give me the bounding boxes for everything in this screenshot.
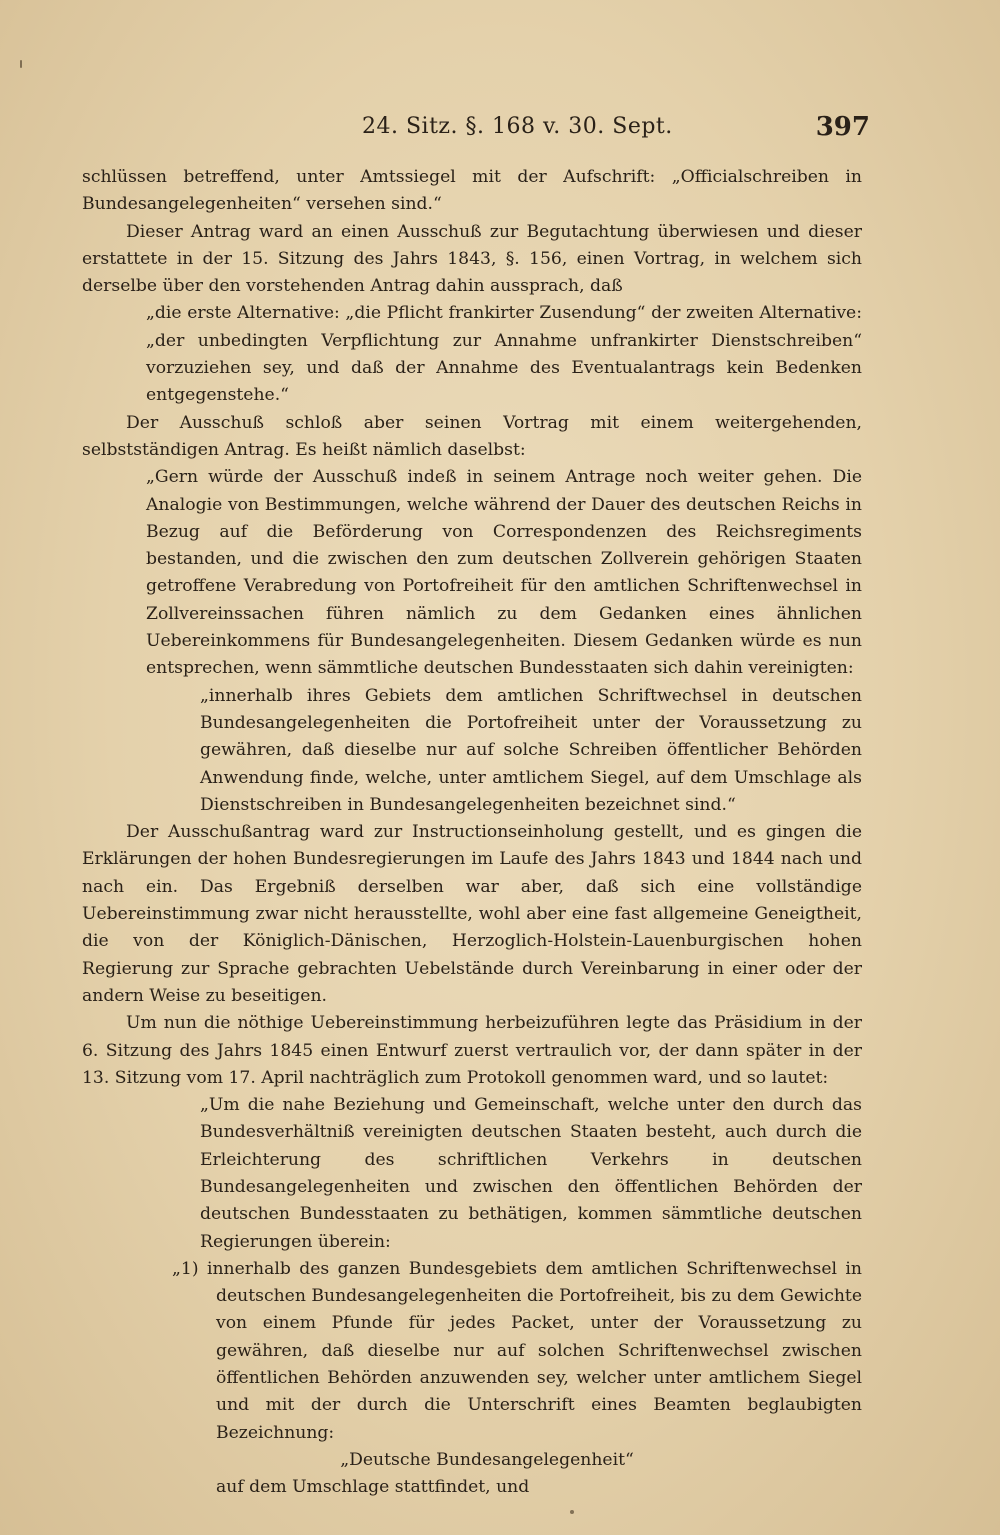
paragraph: Dieser Antrag ward an einen Ausschuß zur Begutachtung überwiesen und dieser erstattete in der 15. Sitzung des Jahrs 1843, §. 156, einen Vortrag, in welchem sich derselbe über den vorstehenden Antrag dahin aussprach, daß [82, 221, 862, 297]
quoted-paragraph: „Gern würde der Ausschuß indeß in seinem Antrage noch weiter gehen. Die Analogie von Bestimmungen, welche während der Dauer des deutschen Reichs in Bezug auf die Beförderung von Correspondenzen des Reichsregiments bestanden, und die zwischen den zum deutschen Zollverein gehörigen Staaten getroffene Verabredung von Portofreiheit für den amtlichen Schriftenwechsel in Zollvereinssachen führen nämlich zu dem Gedanken eines ähnlichen Uebereinkommens für Bundesangelegenheiten. Diesem Gedanken würde es nun entsprechen, wenn sämmtliche deutschen Bundesstaaten sich dahin vereinigten: [146, 467, 862, 679]
paragraph-tail: auf dem Umschlage stattfindet, und [216, 1477, 530, 1498]
paragraph: Der Ausschußantrag ward zur Instructionseinholung gestellt, und es gingen die Erklärungen der hohen Bundesregierungen im Laufe des Jahrs 1843 und 1844 nach und nach ein. Das Ergebniß derselben war aber, daß sich eine vollständige Uebereinstimmung zwar nicht herausstellte, wohl aber eine fast allgemeine Geneigtheit, die von der Königlich-Dänischen, Herzoglich-Holstein-Lauenburgischen hohen Regierung zur Sprache gebrachten Uebelstände durch Vereinbarung in einer oder der andern Weise zu beseitigen. [82, 822, 862, 1006]
paragraph-continuation: schlüssen betreffend, unter Amtssiegel mit der Aufschrift: „Officialschreiben in Bundesangelegenheiten“ versehen sind.“ [82, 167, 862, 215]
centered-quote: „Deutsche Bundesangelegenheit“ [340, 1449, 634, 1470]
quoted-paragraph: „Um die nahe Beziehung und Gemeinschaft, welche unter den durch das Bundesverhältniß vereinigten deutschen Staaten besteht, auch durch die Erleichterung des schriftlichen Verkehrs in deutschen Bundesangelegenheiten und zwischen den öffentlichen Behörden der deutschen Bundesstaaten zu bethätigen, kommen sämmtliche deutschen Regierungen überein: [200, 1095, 862, 1252]
quoted-paragraph: „die erste Alternative: „die Pflicht frankirter Zusendung“ der zweiten Alternative: „der unbedingten Verpflichtung zur Annahme unfrankirter Dienstschreiben“ vorzuziehen sey, und daß der Annahme des Eventualantrags kein Bedenken entgegenstehe.“ [146, 303, 862, 406]
paragraph: Um nun die nöthige Uebereinstimmung herbeizuführen legte das Präsidium in der 6. Sitzung des Jahrs 1845 einen Entwurf zuerst vertraulich vor, der dann später in der 13. Sitzung vom 17. April nachträglich zum Protokoll genommen ward, und so lautet: [82, 1013, 862, 1088]
ink-speck [570, 1510, 574, 1514]
list-item: „1) innerhalb des ganzen Bundesgebiets dem amtlichen Schriftenwechsel in deutschen Bundesangelegenheiten die Portofreiheit, bis zu dem Gewichte von einem Pfunde für jedes Packet, unter der Voraussetzung zu gewähren, daß dieselbe nur auf solchen Schriftenwechsel zwischen öffentlichen Behörden anzuwenden sey, welcher unter amtlichem Siegel und mit der durch die Unterschrift eines Beamten beglaubigten Bezeichnung: [172, 1258, 862, 1443]
page-header [80, 112, 870, 148]
ink-speck [20, 60, 22, 68]
paragraph: Der Ausschuß schloß aber seinen Vortrag mit einem weitergehenden, selbstständigen Antrag. Es heißt nämlich daselbst: [82, 412, 862, 460]
page-number: 397 [815, 112, 870, 142]
body-text [82, 164, 862, 1502]
nested-quote: „innerhalb ihres Gebiets dem amtlichen Schriftwechsel in deutschen Bundesangelegenheiten die Portofreiheit unter der Voraussetzung zu gewähren, daß dieselbe nur auf solche Schreiben öffentlicher Behörden Anwendung finde, welche, unter amtlichem Siegel, auf dem Umschlage als Dienstschreiben in Bundesangelegenheiten bezeichnet sind.“ [200, 685, 862, 815]
running-head: 24. Sitz. §. 168 v. 30. Sept. [362, 114, 673, 139]
